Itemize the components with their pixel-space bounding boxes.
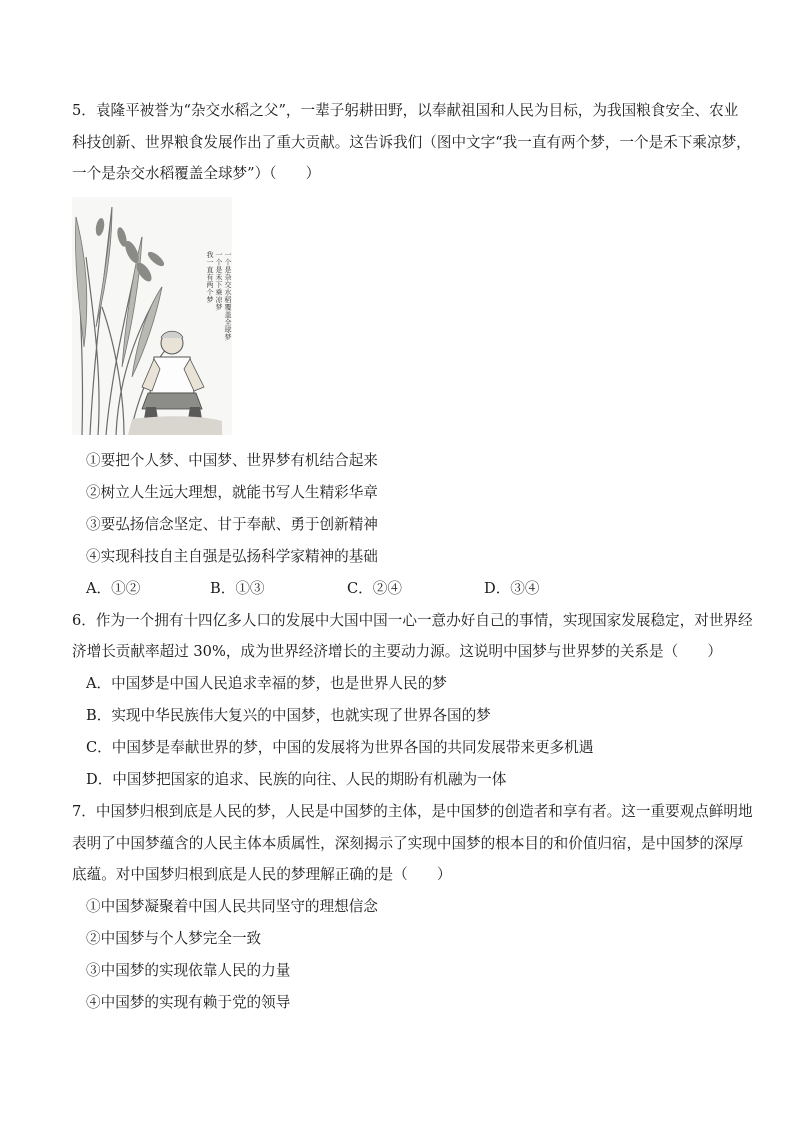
poem-column-2: 一个是禾下乘凉梦 <box>215 251 223 311</box>
q6-stem-line-2: 济增长贡献率超过 30%，成为世界经济增长的主要动力源。这说明中国梦与世界梦的关系是（ ） <box>72 643 723 660</box>
q5-option-c[interactable]: C．②④ <box>347 580 402 597</box>
q7-statement-1: ①中国梦凝聚着中国人民共同坚守的理想信念 <box>86 898 378 915</box>
q6-option-c[interactable]: C．中国梦是奉献世界的梦，中国的发展将为世界各国的共同发展带来更多机遇 <box>86 739 594 756</box>
q5-statement-4: ④实现科技自主自强是弘扬科学家精神的基础 <box>86 548 378 565</box>
q5-option-a[interactable]: A．①② <box>86 580 141 597</box>
q5-options <box>86 579 546 599</box>
yuan-longping-illustration <box>72 197 232 435</box>
poem-column-1: 我一直有两个梦 <box>206 251 214 304</box>
q6-option-b[interactable]: B．实现中华民族伟大复兴的中国梦，也就实现了世界各国的梦 <box>86 707 491 724</box>
q6-stem-line-1: 6．作为一个拥有十四亿多人口的发展中大国中国一心一意办好自己的事情，实现国家发展稳定，对世界经 <box>72 612 753 629</box>
q5-stem-line-3: 一个是杂交水稻覆盖全球梦”）（ ） <box>72 165 321 182</box>
q6-option-a[interactable]: A．中国梦是中国人民追求幸福的梦，也是世界人民的梦 <box>86 675 447 692</box>
rice-field-sketch <box>72 197 232 435</box>
q5-option-b[interactable]: B．①③ <box>210 580 265 597</box>
q7-statement-2: ②中国梦与个人梦完全一致 <box>86 930 262 947</box>
q5-stem-line-1: 5．袁隆平被誉为“杂交水稻之父”，一辈子躬耕田野，以奉献祖国和人民为目标，为我国粮食安全、农业 <box>72 102 739 119</box>
q7-stem-line-1: 7．中国梦归根到底是人民的梦，人民是中国梦的主体，是中国梦的创造者和享有者。这一重要观点鲜明地 <box>72 803 753 820</box>
q5-statement-3: ③要弘扬信念坚定、甘于奉献、勇于创新精神 <box>86 516 378 533</box>
q7-statement-3: ③中国梦的实现依靠人民的力量 <box>86 962 291 979</box>
q7-statement-4: ④中国梦的实现有赖于党的领导 <box>86 994 291 1011</box>
q5-statement-2: ②树立人生远大理想，就能书写人生精彩华章 <box>86 484 378 501</box>
q5-statement-1: ①要把个人梦、中国梦、世界梦有机结合起来 <box>86 452 378 469</box>
q6-option-d[interactable]: D．中国梦把国家的追求、民族的向往、人民的期盼有机融为一体 <box>86 771 507 788</box>
q7-stem-line-3: 底蕴。对中国梦归根到底是人民的梦理解正确的是（ ） <box>72 866 452 883</box>
poem-column-3: 一个是杂交水稻覆盖全球梦 <box>224 251 232 341</box>
q7-stem-line-2: 表明了中国梦蕴含的人民主体本质属性，深刻揭示了实现中国梦的根本目的和价值归宿，是中国梦的深厚 <box>72 835 744 852</box>
q5-stem-line-2: 科技创新、世界粮食发展作出了重大贡献。这告诉我们（图中文字“我一直有两个梦，一个是禾下乘凉梦， <box>72 134 751 151</box>
q5-option-d[interactable]: D．③④ <box>484 580 540 597</box>
